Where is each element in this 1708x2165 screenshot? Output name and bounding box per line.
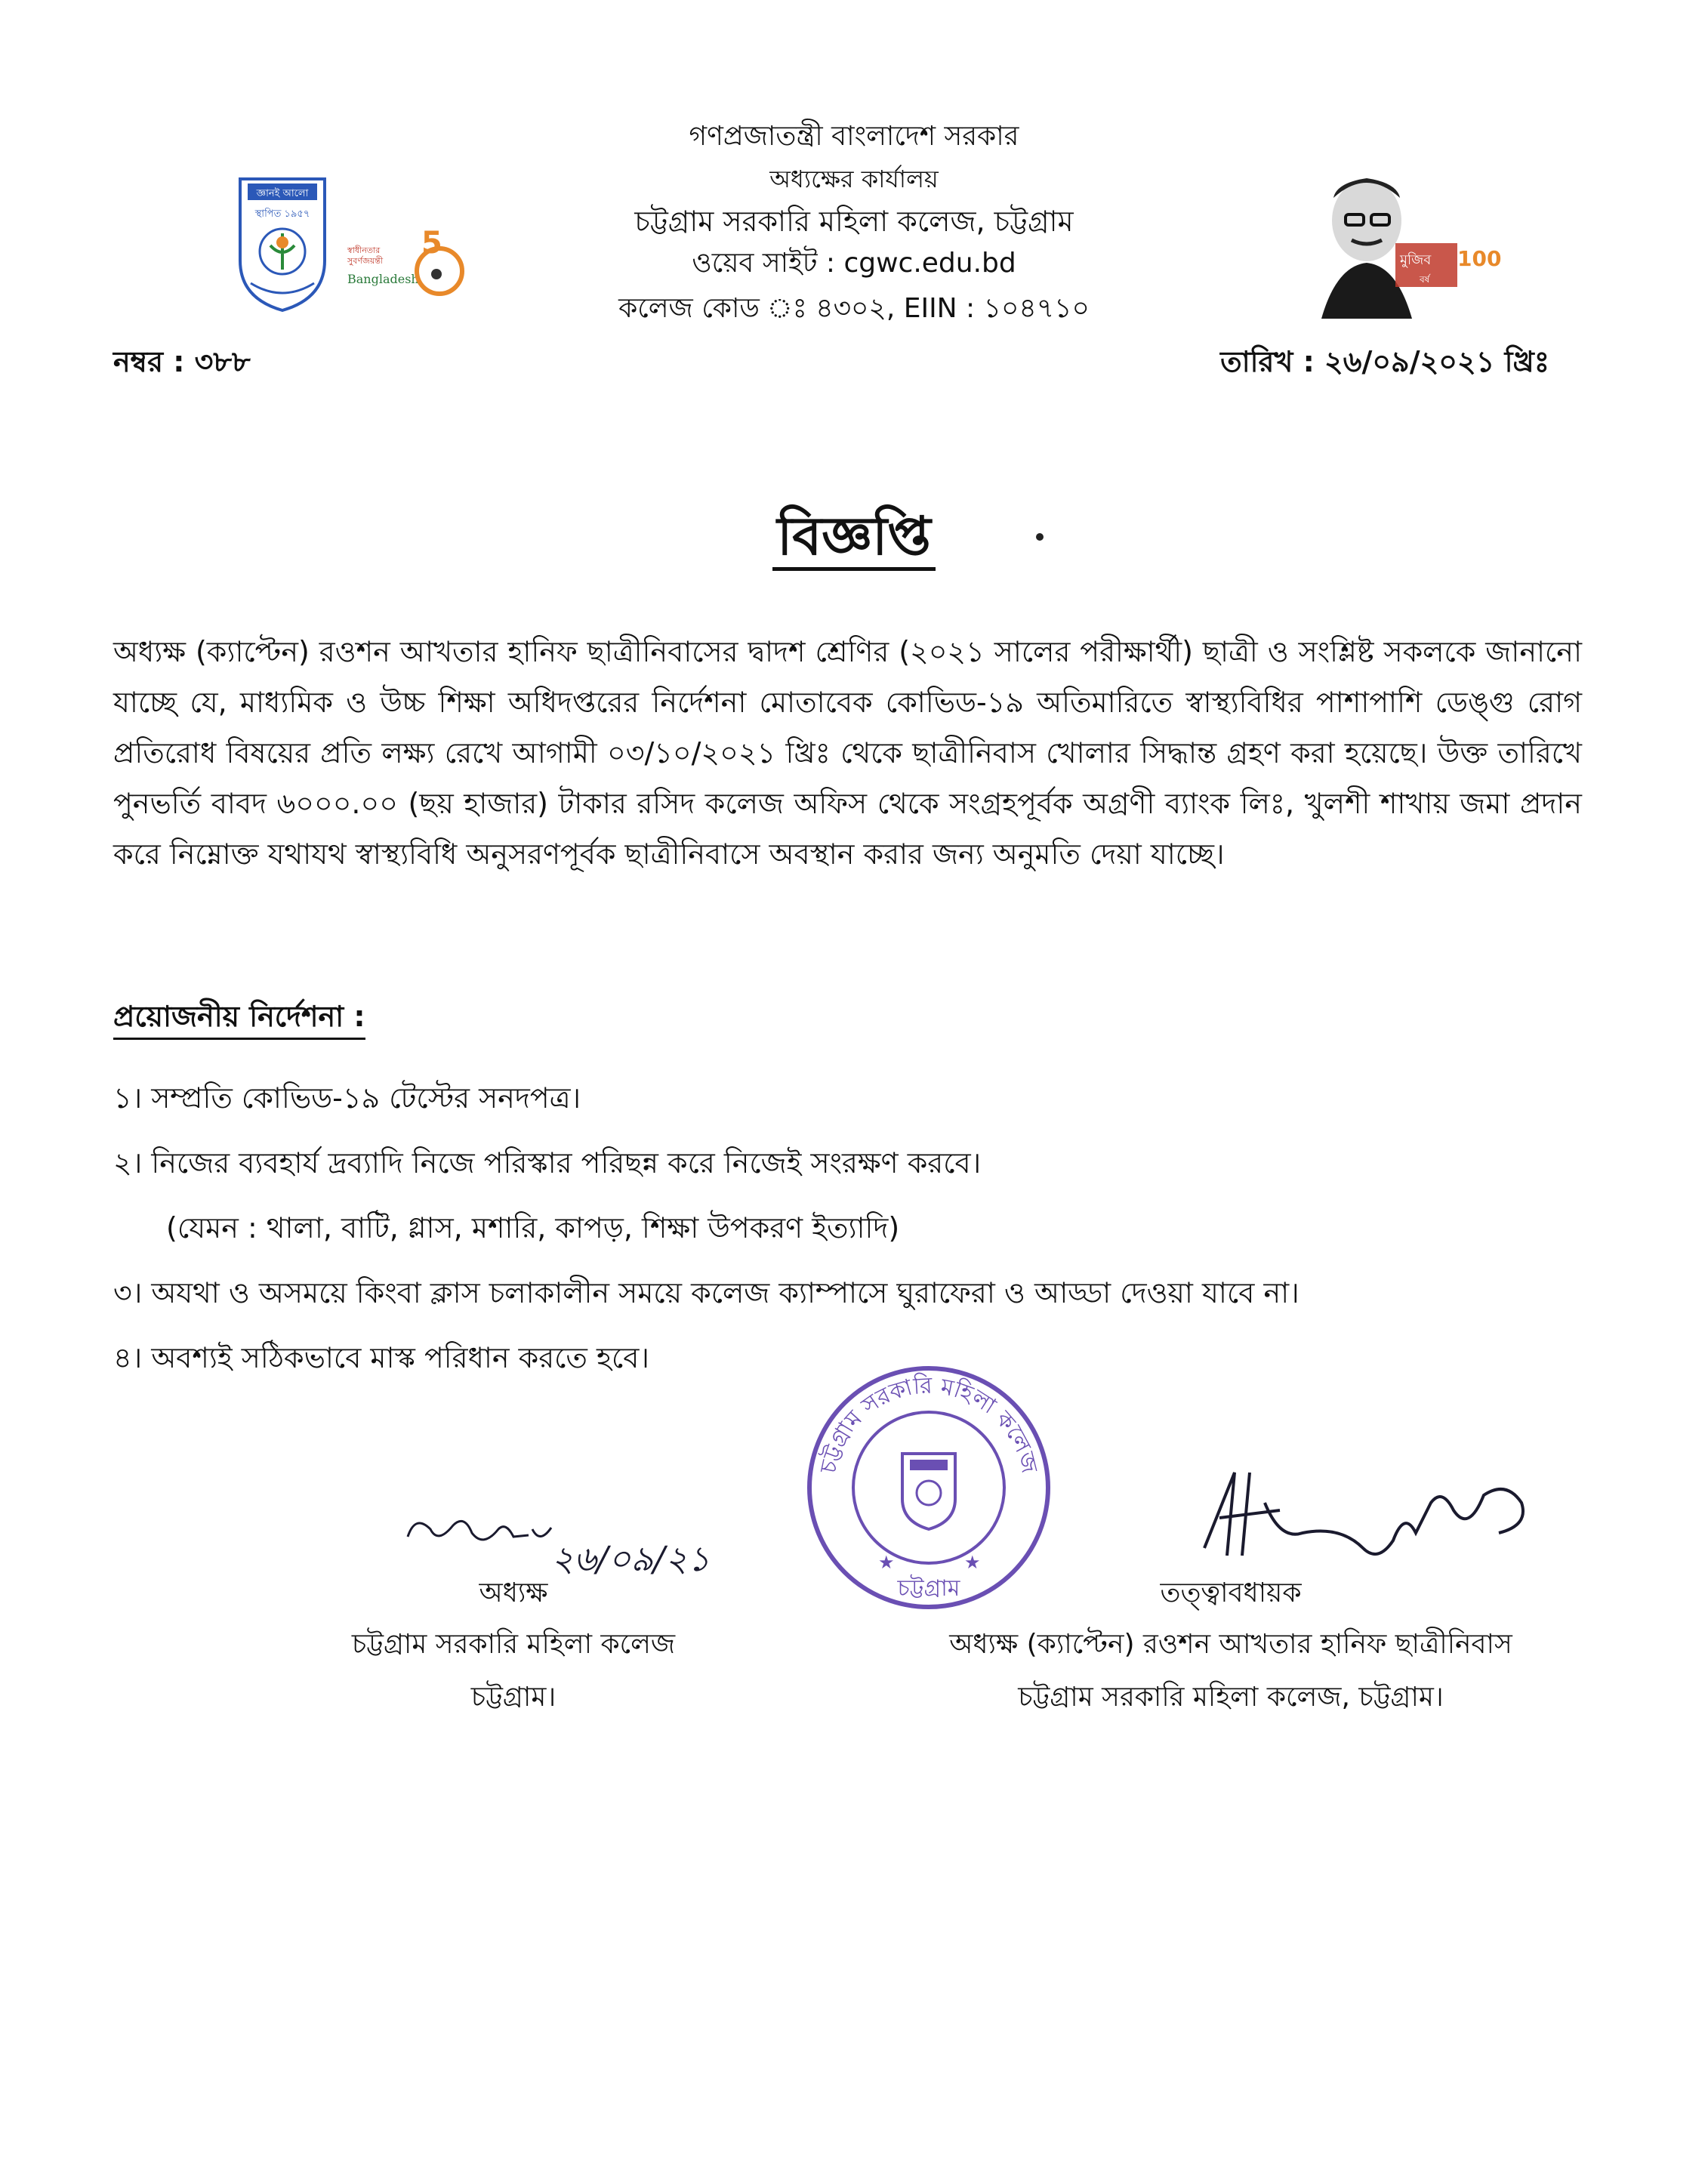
svg-text:মুজিব: মুজিব <box>1400 252 1432 268</box>
principal-org: চট্টগ্রাম সরকারি মহিলা কলেজ <box>351 1629 676 1660</box>
instruction-item: ৩। অযথা ও অসময়ে কিংবা ক্লাস চলাকালীন সময়ে কলেজ ক্যাম্পাসে ঘুরাফেরা ও আড্ডা দেওয়া যাবে না। <box>113 1276 1299 1309</box>
hostel-name: অধ্যক্ষ (ক্যাপ্টেন) রওশন আখতার হানিফ ছাত্রীনিবাস <box>949 1629 1512 1660</box>
notice-body: অধ্যক্ষ (ক্যাপ্টেন) রওশন আখতার হানিফ ছাত্রীনিবাসের দ্বাদশ শ্রেণির (২০২১ সালের পরীক্ষার্থী) ছাত্রী ও সংশ্লিষ্ট সকলকে জানানো যাচ্ছে যে, মাধ্যমিক ও উচ্চ শিক্ষা অধিদপ্তরের নির্দেশনা মোতাবেক কোভিড-১৯ অতিমারিতে স্বাস্থ্যবিধির পাশাপাশি ডেঙ্গু রোগ প্রতিরোধ বিষয়ের প্রতি লক্ষ্য রেখে আগামী ০৩/১০/২০২১ খ্রিঃ থেকে ছাত্রীনিবাস খোলার সিদ্ধান্ত গ্রহণ করা হয়েছে। উক্ত তারিখে পুনভর্তি বাবদ ৬০০০.০০ (ছয় হাজার) টাকার রসিদ কলেজ অফিস থেকে সংগ্রহপূর্বক অগ্রণী ব্যাংক লিঃ, খুলশী শাখায় জমা প্রদান করে নিম্নোক্ত যথাযথ স্বাস্থ্যবিধি অনুসরণপূর্বক ছাত্রীনিবাসে অবস্থান করার জন্য অনুমতি দেয়া যাচ্ছে। <box>113 635 1582 871</box>
instruction-item: ১। সম্প্রতি কোভিড-১৯ টেস্টের সনদপত্র। <box>113 1081 581 1115</box>
supervisor-role: তত্ত্বাবধায়ক <box>1160 1577 1302 1608</box>
left-signature-date: ২৬/০৯/২১ <box>551 1538 711 1579</box>
principal-city: চট্টগ্রাম। <box>470 1682 556 1713</box>
principal-role: অধ্যক্ষ <box>479 1577 548 1608</box>
portrait-icon <box>1306 168 1503 319</box>
svg-text:5: 5 <box>421 226 442 261</box>
notice-title-text: বিজ্ঞপ্তি <box>772 505 936 571</box>
instruction-item: ৪। অবশ্যই সঠিকভাবে মাস্ক পরিধান করতে হবে। <box>113 1341 649 1374</box>
bangladesh-50-label: Bangladesh <box>347 272 419 286</box>
mujib-100-number: 100 <box>1457 246 1502 271</box>
instruction-sub-note: (যেমন : থালা, বাটি, গ্লাস, মশারি, কাপড়, শিক্ষা উপকরণ ইত্যাদি) <box>166 1211 900 1244</box>
instruction-item: ২। নিজের ব্যবহার্য দ্রব্যাদি নিজে পরিস্কার পরিছন্ন করে নিজেই সংরক্ষণ করবে। <box>113 1146 982 1180</box>
instructions-title: প্রয়োজনীয় নির্দেশনা : <box>113 995 365 1040</box>
mujib-100-logo <box>1306 168 1503 319</box>
seal-bottom-text: চট্টগ্রাম <box>897 1575 960 1602</box>
college-name: চট্টগ্রাম সরকারি মহিলা কলেজ, চট্টগ্রাম <box>634 205 1074 238</box>
ink-dot <box>1036 533 1044 541</box>
college-logo-motto: জ্ঞানই আলো <box>256 188 309 199</box>
memo-number: নম্বর : ৩৮৮ <box>113 345 251 378</box>
college-codes: কলেজ কোড ঃ ৪৩০২, EIIN : ১০৪৭১০ <box>618 293 1090 324</box>
svg-text:★: ★ <box>878 1552 895 1573</box>
notice-title <box>0 502 1708 570</box>
svg-text:স্থাপিত ১৯৫৭: স্থাপিত ১৯৫৭ <box>254 208 310 220</box>
svg-text:সুবর্ণজয়ন্তী: সুবর্ণজয়ন্তী <box>347 256 384 266</box>
svg-text:স্বাধীনতার: স্বাধীনতার <box>347 245 381 255</box>
issue-date: তারিখ : ২৬/০৯/২০২১ খ্রিঃ <box>1220 345 1549 378</box>
seal-ring-text: চট্টগ্রাম সরকারি মহিলা কলেজ <box>815 1372 1043 1476</box>
right-signature-scribble <box>1189 1457 1544 1581</box>
government-name: গণপ্রজাতন্ত্রী বাংলাদেশ সরকার <box>689 121 1019 152</box>
svg-text:★: ★ <box>964 1552 981 1573</box>
signature-icon <box>1189 1457 1544 1578</box>
svg-text:বর্ষ: বর্ষ <box>1420 274 1430 285</box>
website: ওয়েব সাইট : cgwc.edu.bd <box>692 248 1016 279</box>
supervisor-org: চট্টগ্রাম সরকারি মহিলা কলেজ, চট্টগ্রাম। <box>1018 1682 1444 1713</box>
office-name: অধ্যক্ষের কার্যালয় <box>769 165 939 193</box>
